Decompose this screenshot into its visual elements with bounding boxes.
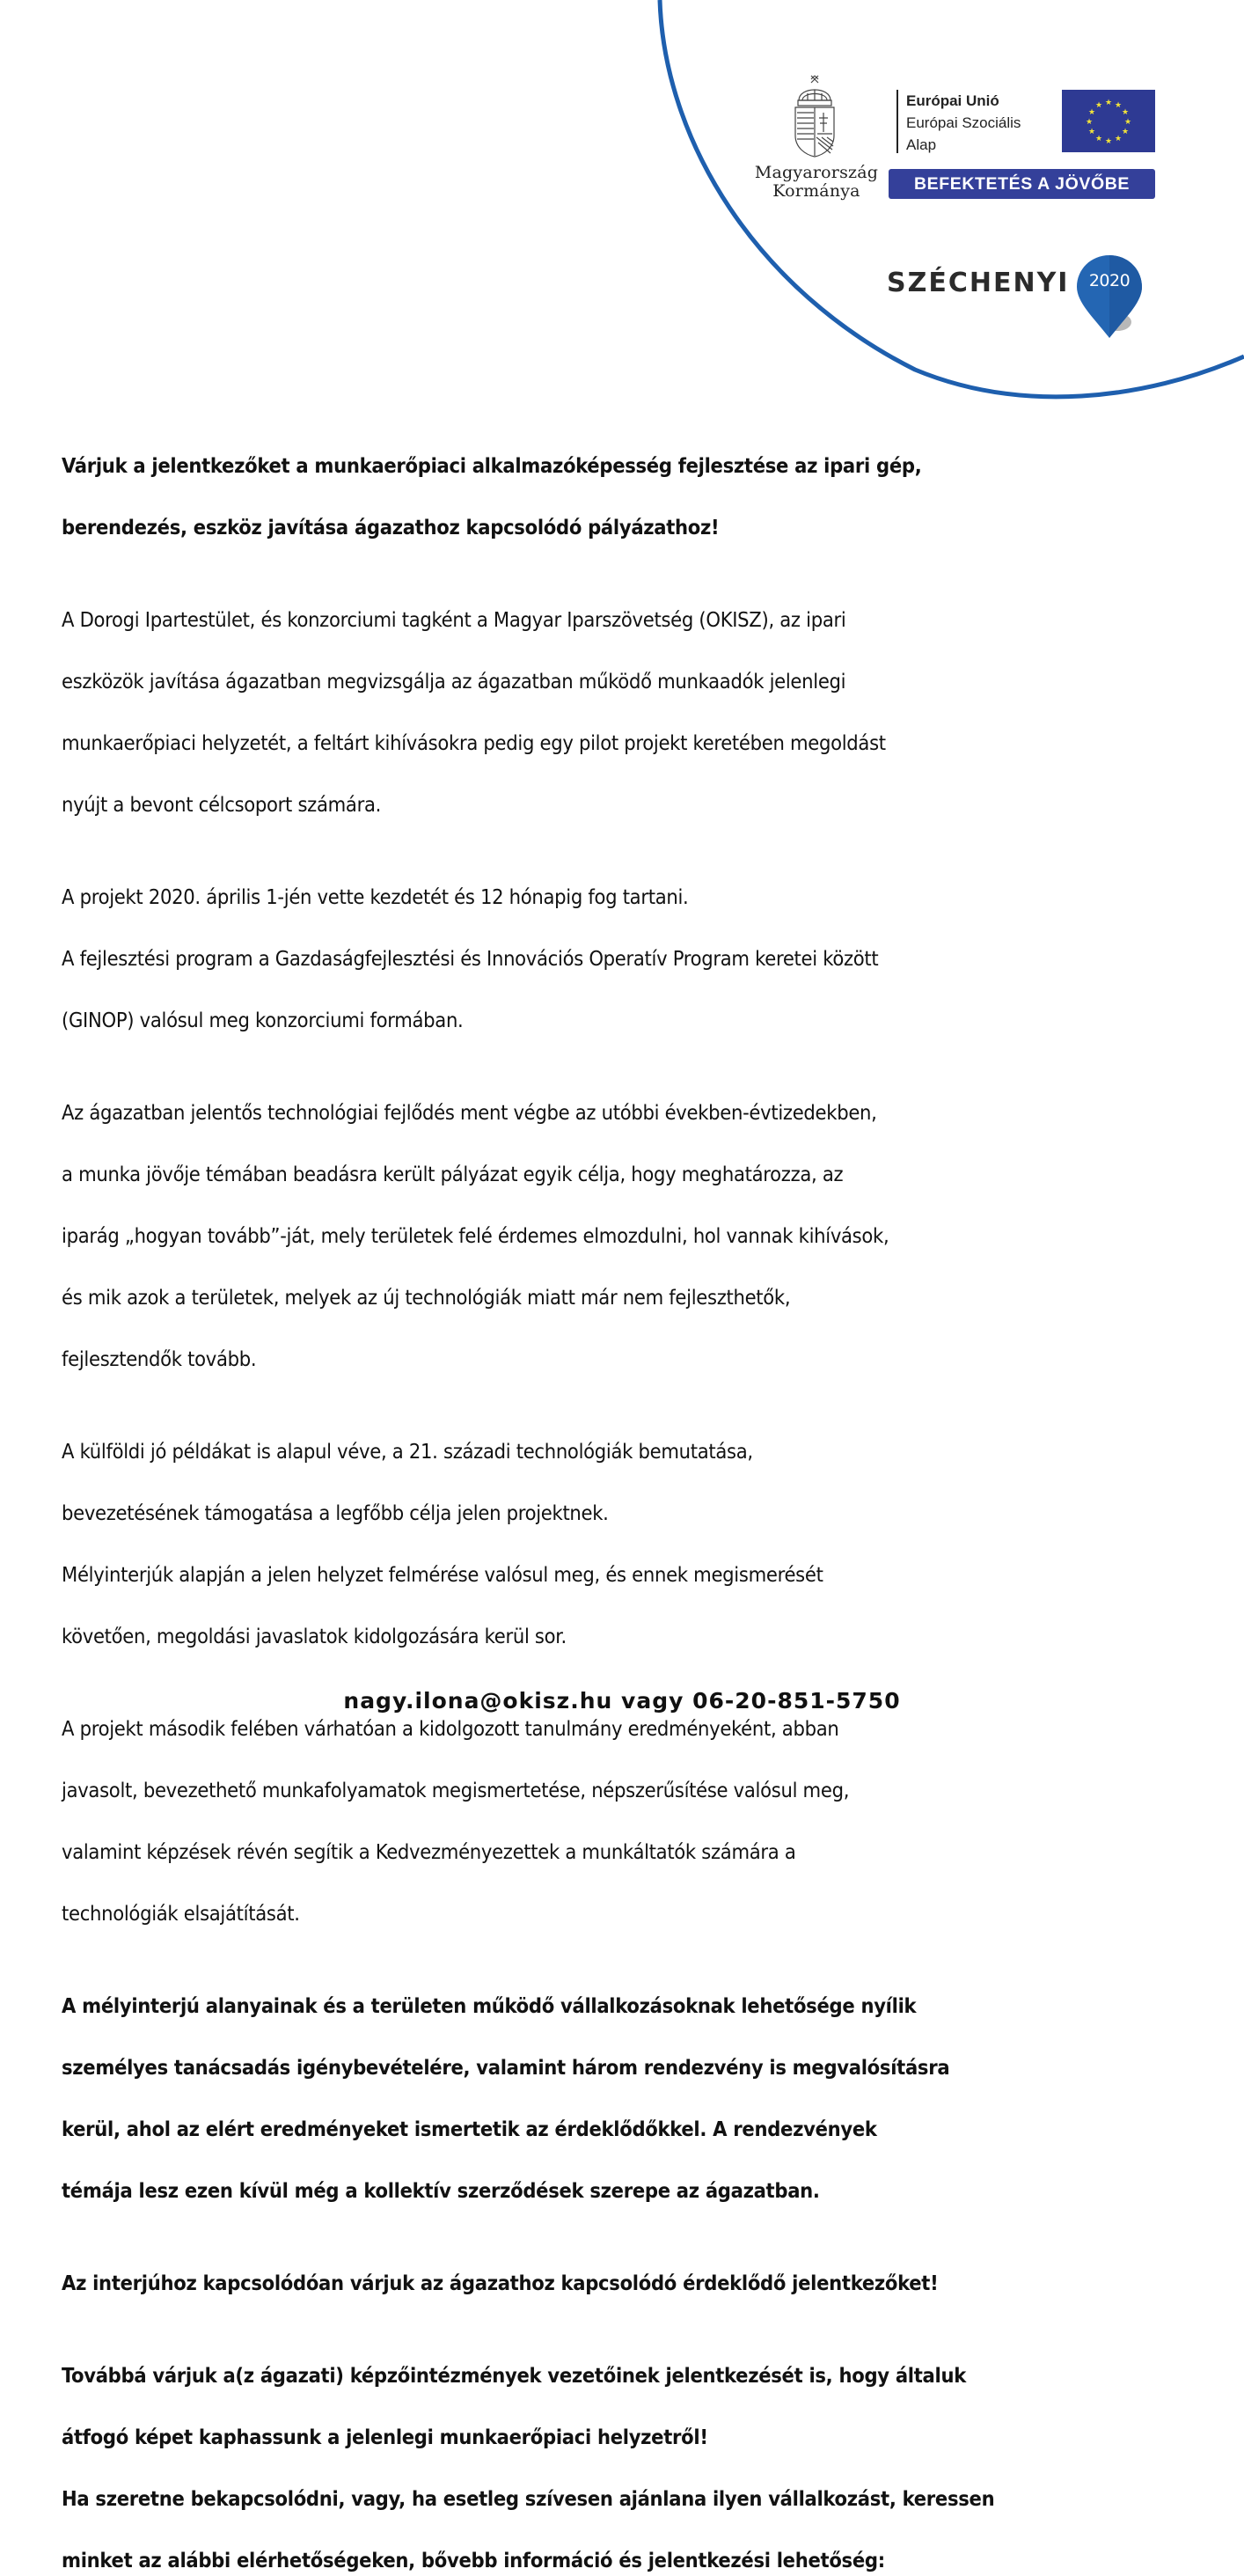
text-line: A fejlesztési program a Gazdaságfejlesztési és Innovációs Operatív Program keretei között — [62, 946, 879, 971]
text-line: Mélyinterjúk alapján a jelen helyzet felmérése valósul meg, és ennek megismerését — [62, 1562, 823, 1587]
government-name — [746, 164, 887, 201]
svg-text:★: ★ — [1114, 135, 1123, 143]
text-line: technológiák elsajátítását. — [62, 1901, 300, 1926]
paragraph-consulting — [62, 1960, 1196, 2206]
text-line: fejlesztendők tovább. — [62, 1347, 257, 1371]
map-pin-icon — [1075, 253, 1144, 340]
paragraph-call-to-action — [62, 2237, 1196, 2299]
text-line: témája lesz ezen kívül még a kollektív szerződések szerepe az ágazatban. — [62, 2178, 820, 2203]
svg-text:★: ★ — [1087, 128, 1096, 136]
text-line: kerül, ahol az elért eredményeket ismertetik az érdeklődőkkel. A rendezvények — [62, 2117, 877, 2141]
svg-text:★: ★ — [1104, 137, 1113, 146]
paragraph-consortium — [62, 574, 1196, 820]
contact-phone[interactable]: 06-20-851-5750 — [692, 1688, 901, 1714]
headline-line: berendezés, eszköz javítása ágazathoz kapcsolódó pályázathoz! — [62, 515, 720, 539]
text-line: iparág „hogyan tovább”-ját, mely területek felé érdemes elmozdulni, hol vannak kihívások, — [62, 1223, 889, 1248]
eu-fund-line1: Európai Szociális — [906, 114, 1021, 131]
paragraph-technology — [62, 1067, 1196, 1375]
contact-separator: vagy — [612, 1688, 693, 1714]
text-line: javasolt, bevezethető munkafolyamatok megismertetése, népszerűsítése valósul meg, — [62, 1778, 850, 1802]
paragraph-contact-invite — [62, 2330, 1196, 2576]
text-line: személyes tanácsadás igénybevételére, valamint három rendezvény is megvalósításra — [62, 2055, 950, 2080]
text-line: A projekt második felében várhatóan a kidolgozott tanulmány eredményeként, abban — [62, 1716, 839, 1741]
svg-text:★: ★ — [1085, 118, 1094, 127]
svg-text:★: ★ — [1123, 118, 1132, 127]
hungarian-coat-of-arms-icon — [790, 74, 839, 158]
svg-text:★: ★ — [1114, 101, 1123, 110]
svg-text:★: ★ — [1121, 128, 1130, 136]
text-line: a munka jövője témában beadásra került pályázat egyik célja, hogy meghatározza, az — [62, 1162, 844, 1186]
text-line: Az ágazatban jelentős technológiai fejlődés ment végbe az utóbbi években-évtizedekben, — [62, 1100, 877, 1125]
paragraph-goals — [62, 1405, 1196, 1652]
text-line: Ha szeretne bekapcsolódni, vagy, ha esetleg szívesen ajánlana ilyen vállalkozást, keressen — [62, 2486, 995, 2511]
svg-text:★: ★ — [1094, 135, 1103, 143]
text-line: A projekt 2020. április 1-jén vette kezdetét és 12 hónapig fog tartani. — [62, 884, 689, 909]
svg-text:★: ★ — [1104, 99, 1113, 107]
text-line: nyújt a bevont célcsoport számára. — [62, 792, 382, 817]
text-line: munkaerőpiaci helyzetét, a feltárt kihívásokra pedig egy pilot projekt keretében megoldást — [62, 730, 886, 755]
text-line: minket az alábbi elérhetőségeken, bővebb információ és jelentkezési lehetőség: — [62, 2548, 885, 2572]
text-line: A külföldi jó példákat is alapul véve, a 21. századi technológiák bemutatása, — [62, 1439, 753, 1464]
szechenyi-year: 2020 — [1088, 271, 1131, 290]
contact-email[interactable]: nagy.ilona@okisz.hu — [343, 1688, 613, 1714]
text-line: Az interjúhoz kapcsolódóan várjuk az ágazathoz kapcsolódó érdeklődő jelentkezőket! — [62, 2271, 939, 2295]
eu-divider — [896, 90, 898, 153]
headline — [62, 420, 1196, 543]
eu-title: Európai Unió — [906, 92, 999, 109]
headline-line: Várjuk a jelentkezőket a munkaerőpiaci alkalmazóképesség fejlesztése az ipari gép, — [62, 453, 922, 478]
flyer-body — [62, 420, 1196, 2576]
text-line: átfogó képet kaphassunk a jelenlegi munkaerőpiaci helyzetről! — [62, 2425, 708, 2449]
text-line: követően, megoldási javaslatok kidolgozására kerül sor. — [62, 1624, 567, 1648]
text-line: valamint képzések révén segítik a Kedvezményezettek a munkáltatók számára a — [62, 1839, 796, 1864]
paragraph-timeline — [62, 851, 1196, 1036]
government-name-line2: Kormánya — [772, 181, 860, 201]
contact-line — [0, 1688, 1244, 1714]
text-line: Továbbá várjuk a(z ágazati) képzőintézmények vezetőinek jelentkezését is, hogy általuk — [62, 2363, 966, 2388]
eu-flag-icon — [1062, 90, 1155, 152]
paragraph-second-half — [62, 1683, 1196, 1929]
svg-text:★: ★ — [1121, 108, 1130, 117]
szechenyi-logo-text: SZÉCHENYI — [887, 268, 1070, 298]
text-line: A mélyinterjú alanyainak és a területen működő vállalkozásoknak lehetősége nyílik — [62, 1993, 917, 2018]
svg-text:★: ★ — [1087, 108, 1096, 117]
text-line: bevezetésének támogatása a legfőbb célja jelen projektnek. — [62, 1501, 609, 1525]
text-line: (GINOP) valósul meg konzorciumi formában. — [62, 1008, 464, 1032]
decorative-arc — [0, 0, 1244, 414]
text-line: A Dorogi Ipartestület, és konzorciumi tagként a Magyar Iparszövetség (OKISZ), az ipari — [62, 607, 846, 632]
eu-fund-line2: Alap — [906, 136, 937, 153]
government-name-line1: Magyarország — [754, 163, 879, 182]
text-line: eszközök javítása ágazatban megvizsgálja az ágazatban működő munkaadók jelenlegi — [62, 669, 846, 694]
eu-fund-text — [906, 90, 1021, 156]
svg-text:★: ★ — [1094, 101, 1103, 110]
eu-slogan-banner: BEFEKTETÉS A JÖVŐBE — [889, 169, 1155, 199]
text-line: és mik azok a területek, melyek az új technológiák miatt már nem fejleszthetők, — [62, 1285, 791, 1310]
